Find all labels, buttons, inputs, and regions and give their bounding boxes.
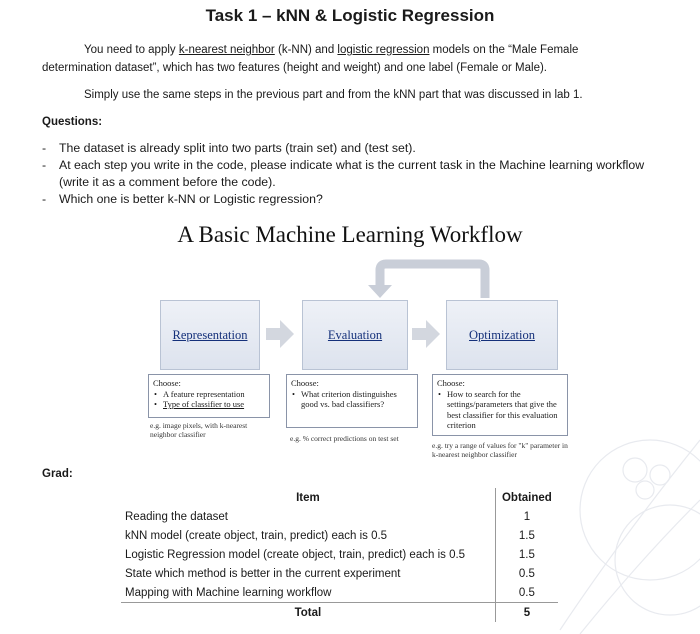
row-obtained: 1.5: [518, 529, 535, 542]
detail-bullet: • Type of classifier to use: [163, 399, 265, 410]
row-item: Mapping with Machine learning workflow: [121, 583, 495, 603]
stage-representation: Representation: [160, 300, 260, 370]
table-row: [121, 507, 558, 526]
knn-link: k-nearest neighbor: [178, 44, 275, 56]
row-obtained: 1: [523, 510, 531, 523]
table-header-row: [121, 488, 558, 507]
grad-label: Grad:: [42, 468, 73, 480]
total-label: Total: [121, 603, 495, 623]
detail-bullet: • How to search for the settings/parameters that give the best classifier for this evaluation criterion: [447, 389, 563, 431]
total-value: 5: [495, 603, 558, 623]
question-item: - At each step you write in the code, please indicate what is the current task in the Machine learning workflow (write it as a comment before the code).: [42, 157, 652, 191]
arrow-right-icon: [266, 320, 296, 348]
intro-note: Simply use the same steps in the previous part and from the kNN part that was discussed in lab 1.: [84, 89, 583, 101]
intro-text-2: (k-NN) and: [277, 44, 335, 56]
grade-table: [121, 488, 558, 622]
question-item: - Which one is better k-NN or Logistic regression?: [42, 191, 652, 208]
evaluation-details: [286, 374, 418, 428]
row-obtained: 1.5: [518, 548, 535, 561]
row-item: Reading the dataset: [121, 507, 495, 526]
row-obtained: 0.5: [518, 567, 535, 580]
choose-label: Choose:: [291, 378, 319, 388]
page-title: Task 1 – kNN & Logistic Regression: [205, 6, 495, 25]
choose-label: Choose:: [437, 378, 465, 388]
stage-optimization: Optimization: [446, 300, 558, 370]
table-row: [121, 583, 558, 603]
detail-bullet: • What criterion distinguishes good vs. bad classifiers?: [301, 389, 413, 410]
table-row: [121, 526, 558, 545]
row-item: State which method is better in the current experiment: [121, 564, 495, 583]
choose-label: Choose:: [153, 378, 181, 388]
intro-text-1: You need to apply: [84, 44, 176, 56]
questions-heading: Questions:: [42, 116, 103, 128]
table-total-row: [121, 603, 558, 623]
loop-arrow-icon: [360, 258, 500, 300]
header-item: Item: [121, 488, 495, 507]
question-item: - The dataset is already split into two parts (train set) and (test set).: [42, 140, 652, 157]
workflow-title: A Basic Machine Learning Workflow: [177, 222, 523, 247]
detail-bullet: • A feature representation: [163, 389, 265, 400]
representation-details: [148, 374, 270, 418]
row-item: kNN model (create object, train, predict) each is 0.5: [121, 526, 495, 545]
row-obtained: 0.5: [518, 586, 535, 599]
header-obtained: Obtained: [501, 491, 552, 504]
stage-evaluation: Evaluation: [302, 300, 408, 370]
intro-text-3: models on the “Male Female: [432, 44, 579, 56]
table-row: [121, 564, 558, 583]
row-item: Logistic Regression model (create object, train, predict) each is 0.5: [121, 545, 495, 564]
intro-line-1: [84, 42, 684, 59]
arrow-right-icon: [412, 320, 442, 348]
evaluation-example: e.g. % correct predictions on test set: [290, 434, 399, 443]
logistic-regression-link: logistic regression: [337, 44, 430, 56]
optimization-example: e.g. try a range of values for "k" parameter in k-nearest neighbor classifier: [432, 441, 568, 459]
representation-example: e.g. image pixels, with k-nearest neighbor classifier: [150, 421, 248, 439]
questions-list: [42, 140, 652, 208]
intro-line-2: determination dataset”, which has two features (height and weight) and one label (Female or Male).: [42, 62, 547, 74]
optimization-details: [432, 374, 568, 436]
table-row: [121, 545, 558, 564]
